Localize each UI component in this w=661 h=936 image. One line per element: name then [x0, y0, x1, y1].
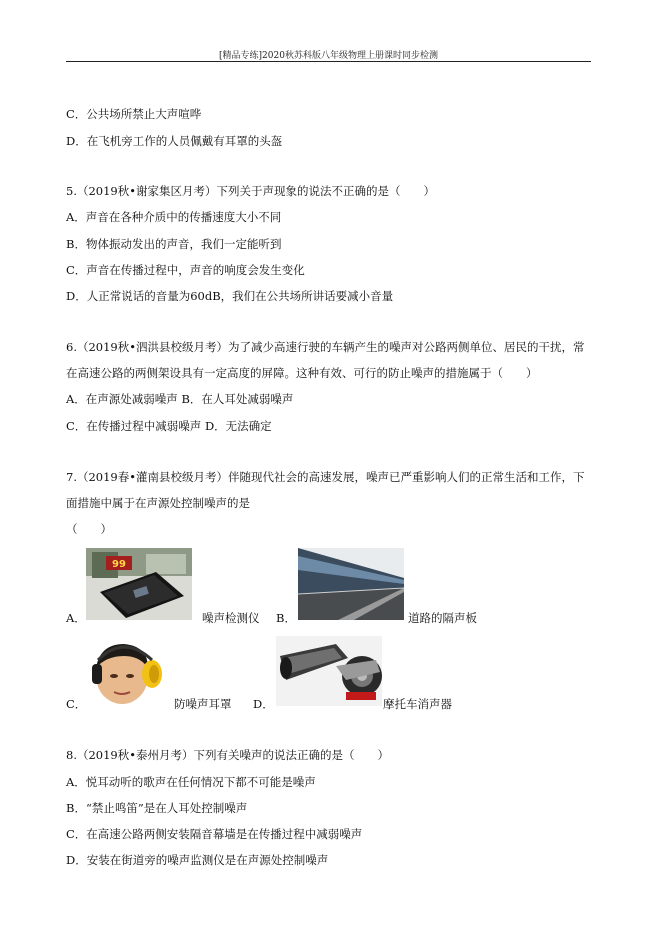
q8-option-d: D．安装在街道旁的噪声监测仪是在声源处控制噪声	[66, 853, 329, 867]
q7-stem-line1: 7.（2019春•灌南县校级月考）伴随现代社会的高速发展，噪声已严重影响人们的正常生活和工作，下	[66, 470, 585, 484]
q5-stem: 5.（2019秋•谢家集区月考）下列关于声现象的说法不正确的是（ ）	[66, 184, 436, 198]
header-rule	[66, 61, 591, 62]
q7-option-a-letter: A．	[66, 611, 86, 625]
q6-option-ab: A．在声源处减弱噪声 B．在人耳处减弱噪声	[66, 392, 294, 406]
q5-option-a: A．声音在各种介质中的传播速度大小不同	[66, 210, 282, 224]
q7-ear-muffs-image	[84, 638, 170, 704]
q8-option-a: A．悦耳动听的歌声在任何情况下都不可能是噪声	[66, 775, 316, 789]
q7-option-b-label: 道路的隔声板	[408, 611, 477, 625]
road-barrier-icon	[298, 548, 404, 620]
q7-option-c-label: 防噪声耳罩	[174, 697, 232, 711]
q8-option-c: C．在高速公路两侧安装隔音幕墙是在传播过程中减弱噪声	[66, 827, 363, 841]
q6-stem-line2: 在高速公路的两侧架设具有一定高度的屏障。这种有效、可行的防止噪声的措施属于（ ）	[66, 366, 538, 380]
q4-option-d: D．在飞机旁工作的人员佩戴有耳罩的头盔	[66, 134, 283, 148]
q4-option-c: C．公共场所禁止大声喧哗	[66, 107, 202, 121]
q6-stem-line1: 6.（2019秋•泗洪县校级月考）为了减少高速行驶的车辆产生的噪声对公路两侧单位、居民的干扰，常	[66, 340, 585, 354]
q6-option-cd: C．在传播过程中减弱噪声 D．无法确定	[66, 419, 272, 433]
noise-detector-icon	[86, 548, 192, 620]
q7-option-d-label: 摩托车消声器	[383, 697, 452, 711]
q7-answer-paren: （ ）	[66, 522, 112, 536]
q5-option-c: C．声音在传播过程中，声音的响度会发生变化	[66, 263, 305, 277]
q7-stem-line2: 面措施中属于在声源处控制噪声的是	[66, 496, 250, 510]
q7-option-d-letter: D．	[253, 697, 274, 711]
q7-noise-detector-image	[86, 548, 192, 620]
detector-display-reading: 99	[112, 559, 126, 570]
q7-muffler-image	[276, 636, 382, 706]
q5-option-d: D．人正常说话的音量为60dB，我们在公共场所讲话要减小音量	[66, 289, 394, 303]
motorcycle-muffler-icon	[276, 636, 382, 706]
q7-option-b-letter: B．	[276, 611, 296, 625]
q7-option-a-label: 噪声检测仪	[202, 611, 260, 625]
q5-option-b: B．物体振动发出的声音，我们一定能听到	[66, 237, 282, 251]
q7-sound-barrier-image	[298, 548, 404, 620]
q7-option-c-letter: C．	[66, 697, 87, 711]
ear-muffs-person-icon	[84, 638, 170, 704]
q8-stem: 8.（2019秋•泰州月考）下列有关噪声的说法正确的是（ ）	[66, 748, 390, 762]
q8-option-b: B．“禁止鸣笛”是在人耳处控制噪声	[66, 801, 248, 815]
page-header: [精品专练]2020秋苏科版八年级物理上册课时同步检测	[219, 51, 438, 61]
